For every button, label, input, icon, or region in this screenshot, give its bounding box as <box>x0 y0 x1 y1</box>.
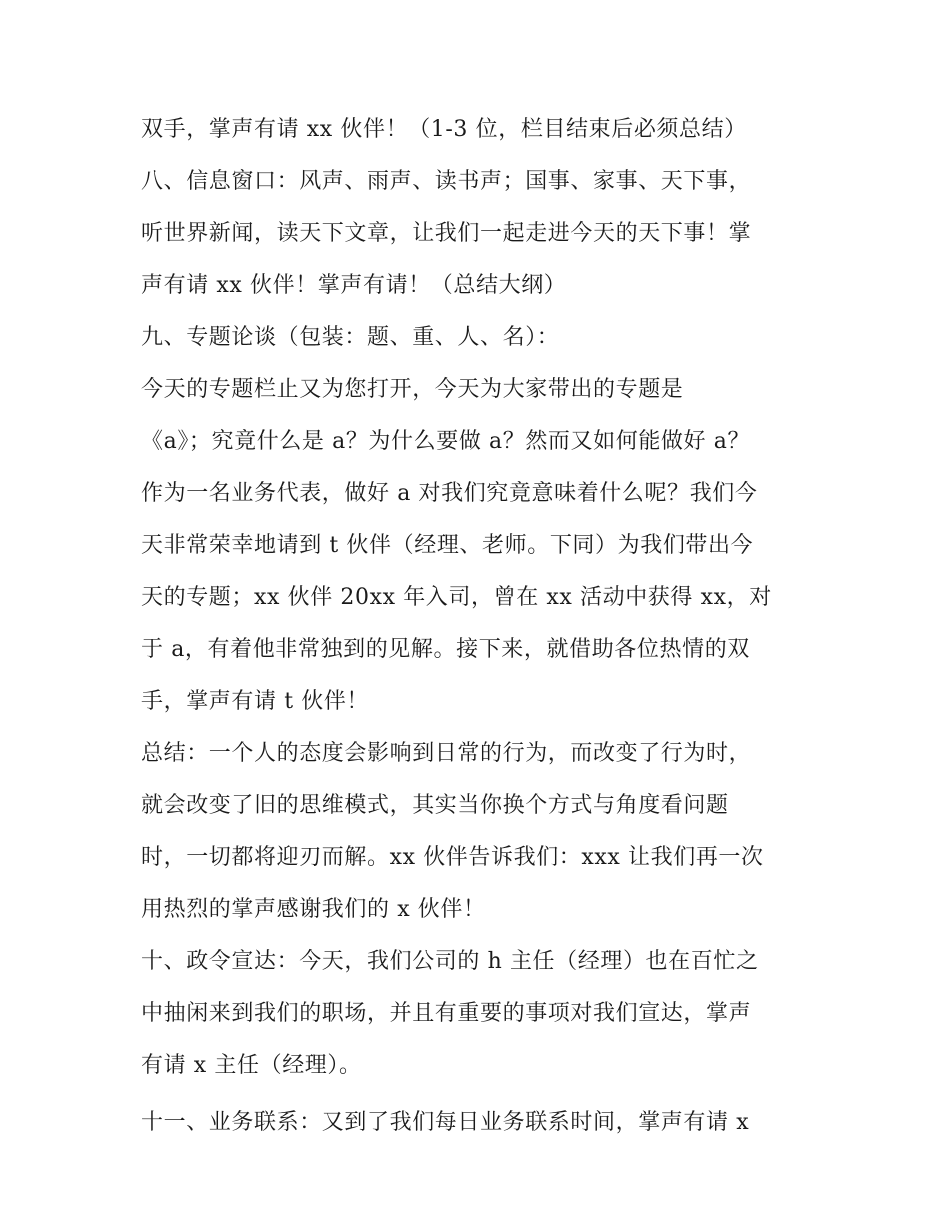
text-line: 今天的专题栏止又为您打开，今天为大家带出的专题是 <box>141 377 684 402</box>
text-line: 十一、业务联系：又到了我们每日业务联系时间，掌声有请 x <box>141 1110 750 1135</box>
text-line: 八、信息窗口：风声、雨声、读书声；国事、家事、天下事， <box>141 169 752 194</box>
document-body <box>141 108 831 1153</box>
text-line: 十、政令宣达：今天，我们公司的 h 主任（经理）也在百忙之 <box>141 949 759 974</box>
text-line: 于 a，有着他非常独到的见解。接下来，就借助各位热情的双 <box>141 637 750 662</box>
text-line: 有请 x 主任（经理）。 <box>141 1053 362 1078</box>
section-heading: 九、专题论谈（包装：题、重、人、名）： <box>141 325 560 350</box>
text-line: 就会改变了旧的思维模式，其实当你换个方式与角度看问题 <box>141 793 729 818</box>
text-line: 听世界新闻，读天下文章，让我们一起走进今天的天下事！掌 <box>141 221 752 246</box>
text-line: 双手，掌声有请 xx 伙伴！（1-3 位，栏目结束后必须总结） <box>141 117 747 142</box>
text-line: 中抽闲来到我们的职场，并且有重要的事项对我们宣达，掌声 <box>141 1001 752 1026</box>
text-line: 声有请 xx 伙伴！掌声有请！（总结大纲） <box>141 273 567 298</box>
text-line: 《a》；究竟什么是 a？为什么要做 a？然而又如何能做好 a？ <box>141 429 751 454</box>
text-line: 手，掌声有请 t 伙伴！ <box>141 689 370 714</box>
text-line: 时，一切都将迎刃而解。xx 伙伴告诉我们：xxx 让我们再一次 <box>141 845 764 870</box>
text-line: 天的专题；xx 伙伴 20xx 年入司，曾在 xx 活动中获得 xx，对 <box>141 585 772 610</box>
text-line: 天非常荣幸地请到 t 伙伴（经理、老师。下同）为我们带出今 <box>141 533 754 558</box>
text-line: 用热烈的掌声感谢我们的 x 伙伴！ <box>141 897 486 922</box>
text-line: 总结：一个人的态度会影响到日常的行为，而改变了行为时， <box>141 741 752 766</box>
text-line: 作为一名业务代表，做好 a 对我们究竟意味着什么呢？我们今 <box>141 481 758 506</box>
